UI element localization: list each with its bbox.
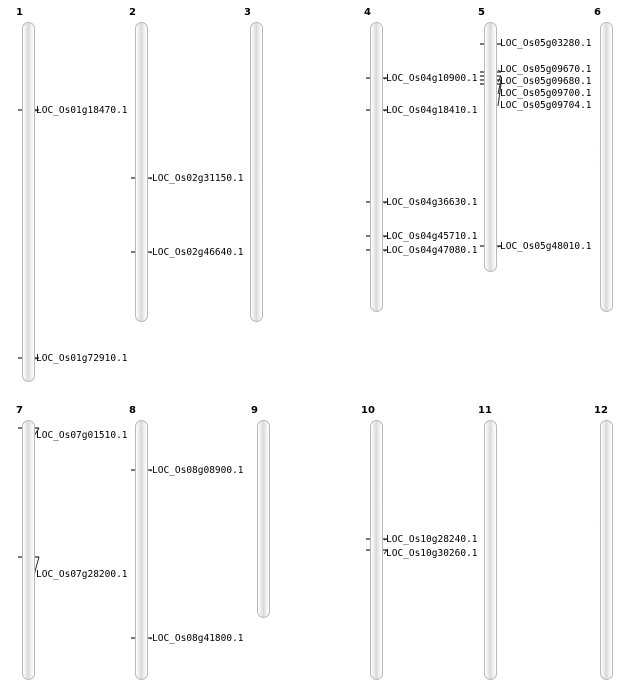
chromosome-number-label: 9 (251, 405, 258, 416)
chromosome-number-label: 10 (361, 405, 375, 416)
gene-label: LOC_Os01g18470.1 (36, 105, 128, 116)
gene-label: LOC_Os04g36630.1 (386, 197, 478, 208)
gene-label: LOC_Os04g47080.1 (386, 245, 478, 256)
gene-label: LOC_Os08g41800.1 (152, 633, 244, 644)
chromosome-bar (22, 22, 35, 382)
gene-label: LOC_Os05g09670.1 (500, 64, 592, 75)
gene-label: LOC_Os02g31150.1 (152, 173, 244, 184)
chromosome-number-label: 12 (594, 405, 608, 416)
gene-label: LOC_Os01g72910.1 (36, 353, 128, 364)
gene-label: LOC_Os04g45710.1 (386, 231, 478, 242)
chromosome-number-label: 11 (478, 405, 492, 416)
chromosome-number-label: 2 (129, 7, 136, 18)
gene-label: LOC_Os07g01510.1 (36, 430, 128, 441)
chromosome-number-label: 3 (244, 7, 251, 18)
chromosome-bar (135, 22, 148, 322)
gene-label: LOC_Os05g48010.1 (500, 241, 592, 252)
chromosome-number-label: 6 (594, 7, 601, 18)
chromosome-bar (22, 420, 35, 680)
gene-label: LOC_Os05g09704.1 (500, 100, 592, 111)
gene-label: LOC_Os05g09680.1 (500, 76, 592, 87)
gene-label: LOC_Os05g03280.1 (500, 38, 592, 49)
chromosome-number-label: 1 (16, 7, 23, 18)
gene-label: LOC_Os07g28200.1 (36, 569, 128, 580)
chromosome-bar (484, 22, 497, 272)
gene-label: LOC_Os10g28240.1 (386, 534, 478, 545)
chromosome-bar (600, 22, 613, 312)
chromosome-number-label: 7 (16, 405, 23, 416)
gene-label: LOC_Os08g08900.1 (152, 465, 244, 476)
chromosome-bar (370, 22, 383, 312)
gene-label: LOC_Os04g10900.1 (386, 73, 478, 84)
chromosome-bar (484, 420, 497, 680)
chromosome-bar (257, 420, 270, 618)
gene-label: LOC_Os02g46640.1 (152, 247, 244, 258)
chromosome-number-label: 4 (364, 7, 371, 18)
gene-label: LOC_Os04g18410.1 (386, 105, 478, 116)
chromosome-bar (600, 420, 613, 680)
chromosome-number-label: 5 (478, 7, 485, 18)
gene-label: LOC_Os10g30260.1 (386, 548, 478, 559)
chromosome-bar (135, 420, 148, 680)
chromosome-bar (250, 22, 263, 322)
gene-label: LOC_Os05g09700.1 (500, 88, 592, 99)
chromosome-bar (370, 420, 383, 680)
chromosome-number-label: 8 (129, 405, 136, 416)
